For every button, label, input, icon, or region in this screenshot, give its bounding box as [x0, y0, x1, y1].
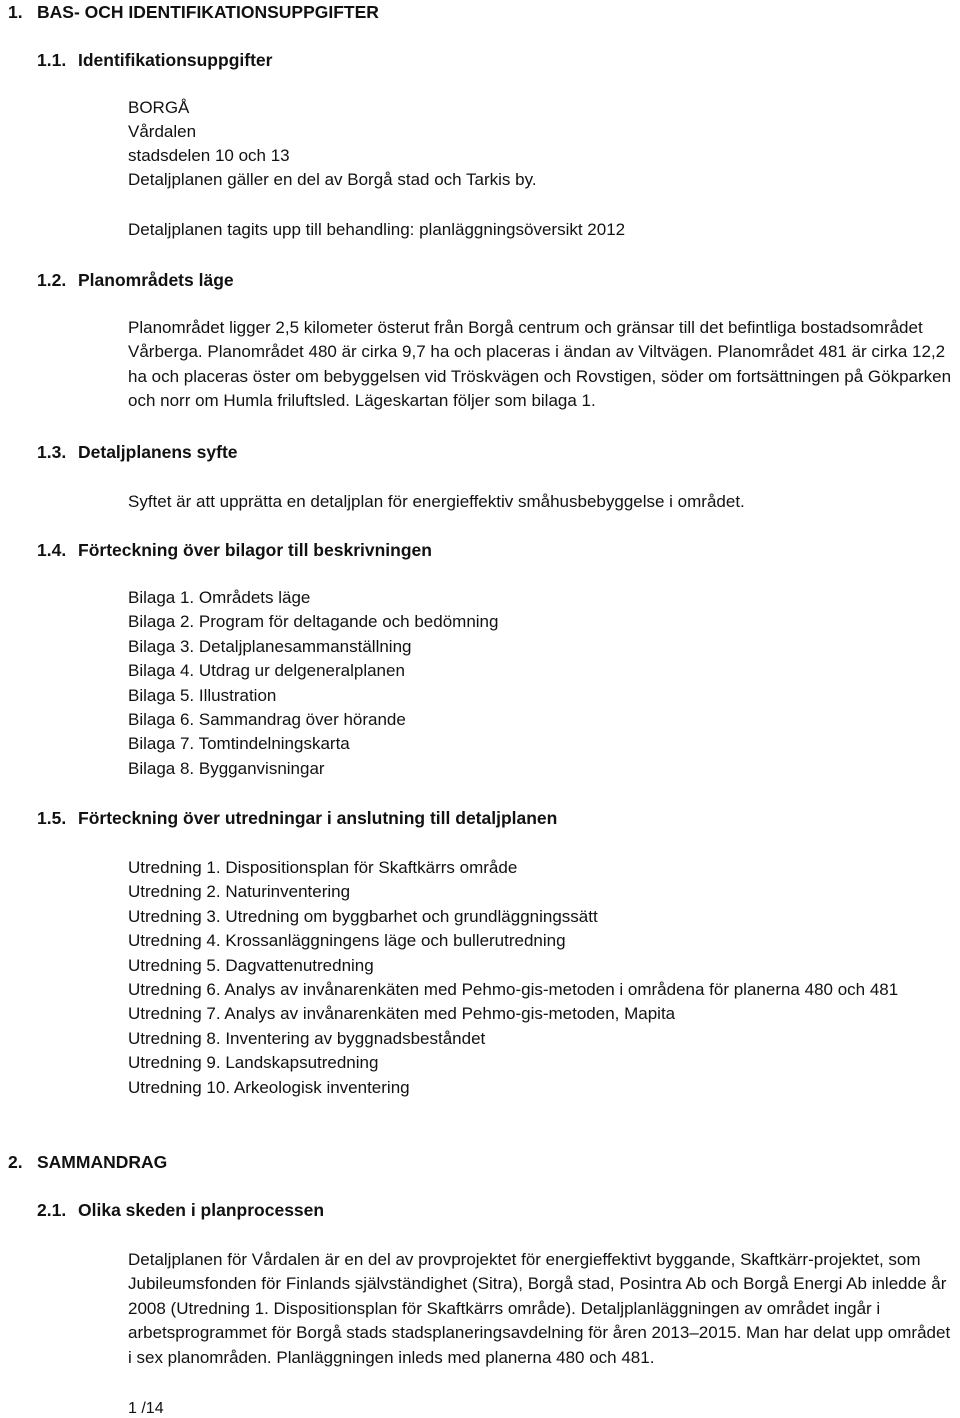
list-item: Bilaga 5. Illustration: [128, 685, 277, 705]
list-item: Bilaga 2. Program för deltagande och bedömning: [128, 612, 499, 632]
plan-initiated: Detaljplanen tagits upp till behandling: planläggningsöversikt 2012: [128, 220, 626, 239]
section-number: 1.1.: [37, 50, 67, 70]
list-item: Bilaga 4. Utdrag ur delgeneralplanen: [128, 661, 405, 681]
list-item: Utredning 1. Dispositionsplan för Skaftkärrs område: [128, 858, 518, 877]
list-item: Bilaga 6. Sammandrag över hörande: [128, 710, 406, 730]
list-item: Bilaga 1. Områdets läge: [128, 588, 311, 607]
section-title: Förteckning över bilagor till beskrivningen: [78, 540, 432, 560]
section-heading-2: [8, 1152, 167, 1173]
section-title: SAMMANDRAG: [37, 1152, 168, 1172]
list-item: Utredning 2. Naturinventering: [128, 882, 351, 902]
purpose-paragraph: Syftet är att upprätta en detaljplan för energieffektiv småhusbebyggelse i området.: [128, 492, 745, 511]
list-item: Utredning 5. Dagvattenutredning: [128, 955, 374, 975]
section-number: 1.: [8, 2, 23, 22]
section-heading-1-3: [37, 442, 238, 463]
section-number: 1.2.: [37, 270, 67, 290]
list-item: Utredning 6. Analys av invånarenkäten med Pehmo-gis-metoden i områdena för planerna 480 och 481: [128, 980, 899, 1000]
list-item: Utredning 10. Arkeologisk inventering: [128, 1077, 410, 1097]
study-list: [128, 856, 898, 1100]
section-title: Förteckning över utredningar i anslutning till detaljplanen: [78, 808, 558, 828]
section-heading-1-5: [37, 808, 557, 829]
area-name: Vårdalen: [128, 122, 197, 141]
section-heading-1-1: [37, 50, 272, 71]
section-number: 1.4.: [37, 540, 67, 560]
district: stadsdelen 10 och 13: [128, 146, 290, 165]
section-number: 2.: [8, 1152, 23, 1172]
location-paragraph: Planområdet ligger 2,5 kilometer österut från Borgå centrum och gränsar till det befintliga bostadsområdet Vårberga. Planområdet 480 är cirka 9,7 ha och placeras i ändan av Viltvägen. Planområdet 481 är cirka 12,2 ha och placeras öster om bebyggelsen vid Tröskvägen och Rovstigen, söder om fortsättningen på Gökparken och norr om Humla friluftsled. Lägeskartan följer som bilaga 1.: [128, 318, 952, 411]
list-item: Utredning 9. Landskapsutredning: [128, 1053, 379, 1073]
section-heading-1-2: [37, 270, 234, 291]
summary-paragraph: Detaljplanen för Vårdalen är en del av provprojektet för energieffektivt byggande, Skaftkärr-projektet, som Jubileumsfonden för Finlands självständighet (Sitra), Borgå stad, Posintra Ab och Borgå Energi Ab inledde år 2008 (Utredning 1. Dispositionsplan för Skaftkärrs område). Detaljplanläggningen av området ingår i arbetsprogrammet för Borgå stads stadsplaneringsavdelning för åren 2013–2015. Man har delat upp området i sex planområden. Planläggningen inleds med planerna 480 och 481.: [128, 1250, 951, 1367]
list-item: Utredning 4. Krossanläggningens läge och bullerutredning: [128, 931, 566, 951]
section-title: Planområdets läge: [78, 270, 234, 290]
municipality: BORGÅ: [128, 98, 190, 117]
section-title: Detaljplanens syfte: [78, 442, 238, 462]
section-number: 2.1.: [37, 1200, 67, 1220]
list-item: Bilaga 3. Detaljplanesammanställning: [128, 636, 412, 656]
list-item: Utredning 7. Analys av invånarenkäten med Pehmo-gis-metoden, Mapita: [128, 1004, 676, 1024]
page-number: 1 /14: [128, 1400, 164, 1417]
section-title: Olika skeden i planprocessen: [78, 1200, 325, 1220]
appendix-list: [128, 586, 498, 781]
section-number: 1.3.: [37, 442, 67, 462]
section-title: Identifikationsuppgifter: [78, 50, 273, 70]
section-heading-2-1: [37, 1200, 324, 1221]
list-item: Utredning 3. Utredning om byggbarhet och grundläggningssätt: [128, 906, 598, 926]
section-number: 1.5.: [37, 808, 67, 828]
plan-scope: Detaljplanen gäller en del av Borgå stad och Tarkis by.: [128, 170, 537, 189]
section-title: BAS- OCH IDENTIFIKATIONSUPPGIFTER: [37, 2, 379, 22]
list-item: Bilaga 8. Bygganvisningar: [128, 758, 325, 778]
section-heading-1-4: [37, 540, 432, 561]
section-heading-1: [8, 2, 379, 23]
list-item: Utredning 8. Inventering av byggnadsbeståndet: [128, 1028, 486, 1048]
list-item: Bilaga 7. Tomtindelningskarta: [128, 734, 350, 754]
